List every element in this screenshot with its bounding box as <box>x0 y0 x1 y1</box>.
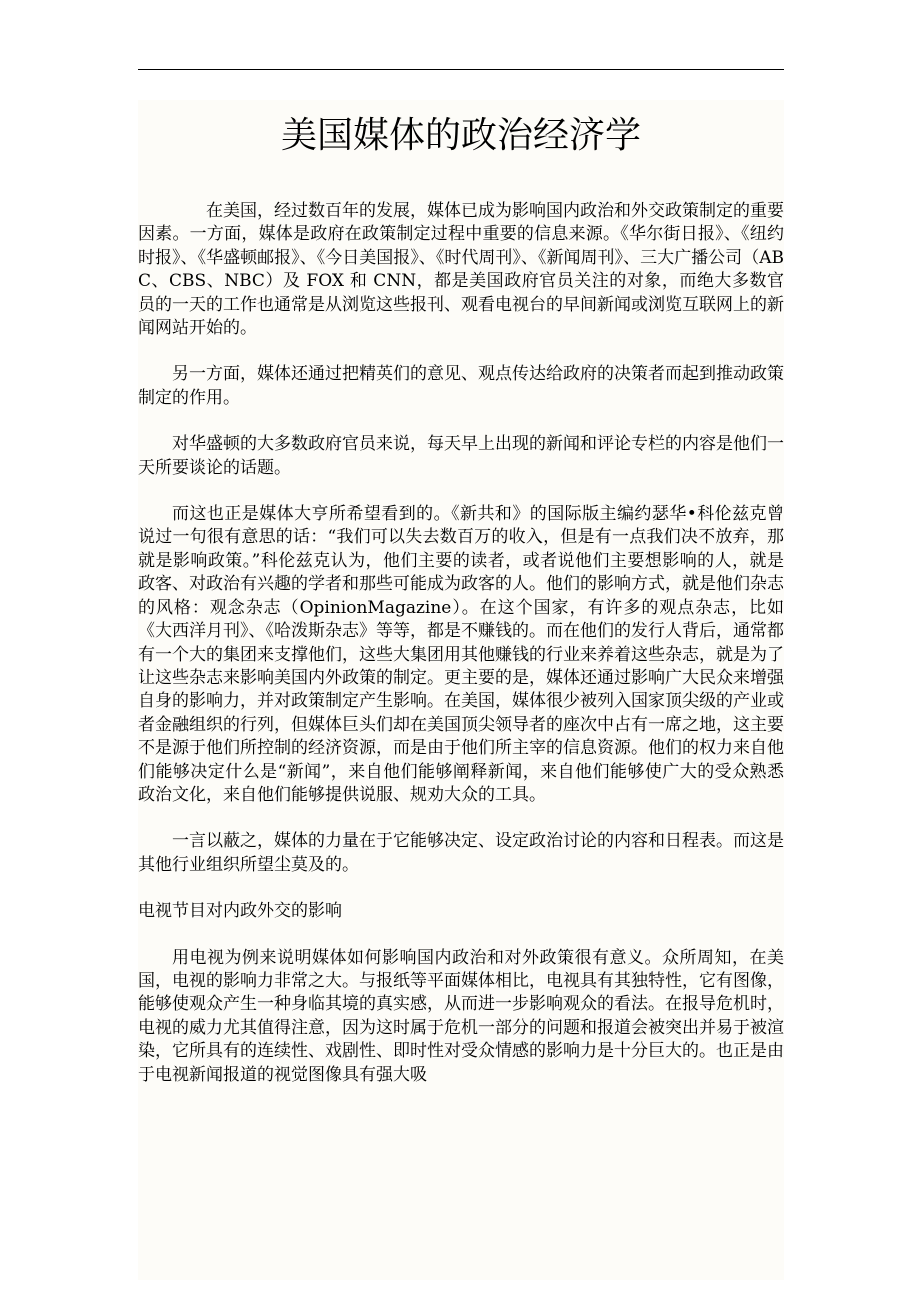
document-title: 美国媒体的政治经济学 <box>280 115 641 156</box>
paragraph: 在美国，经过数百年的发展，媒体已成为影响国内政治和外交政策制定的重要因素。一方面，媒体是政府在政策制定过程中重要的信息来源。《华尔街日报》、《纽约时报》、《华盛顿邮报》、《今日美国报》、《时代周刊》、《新闻周刊》、三大广播公司（ABC、CBS、NBC）及 FOX 和 CNN，都是美国政府官员关注的对象，而绝大多数官员的一天的工作也通常是从浏览这些报刊、观看电视台的早间新闻或浏览互联网上的新闻网站开始的。 <box>138 201 784 339</box>
paragraph: 另一方面，媒体还通过把精英们的意见、观点传达给政府的决策者而起到推动政策制定的作用。 <box>138 364 784 408</box>
paragraph: 而这也正是媒体大亨所希望看到的。《新共和》的国际版主编约瑟华•科伦兹克曾说过一句很有意思的话：“我们可以失去数百万的收入，但是有一点我们决不放弃，那就是影响政策。”科伦兹克认为，他们主要的读者，或者说他们主要想影响的人，就是政客、对政治有兴趣的学者和那些可能成为政客的人。他们的影响方式，就是他们杂志的风格：观念杂志（OpinionMagazine）。在这个国家，有许多的观点杂志，比如《大西洋月刊》、《哈泼斯杂志》等等，都是不赚钱的。而在他们的发行人背后，通常都有一个大的集团来支撑他们，这些大集团用其他赚钱的行业来养着这些杂志，就是为了让这些杂志来影响美国内外政策的制定。更主要的是，媒体还通过影响广大民众来增强自身的影响力，并对政策制定产生影响。在美国，媒体很少被列入国家顶尖级的产业或者金融组织的行列，但媒体巨头们却在美国顶尖领导者的座次中占有一席之地，这主要不是源于他们所控制的经济资源，而是由于他们所主宰的信息资源。他们的权力来自他们能够决定什么是“新闻”，来自他们能够阐释新闻，来自他们能够使广大的受众熟悉政治文化，来自他们能够提供说服、规劝大众的工具。 <box>138 504 784 805</box>
paragraph: 对华盛顿的大多数政府官员来说，每天早上出现的新闻和评论专栏的内容是他们一天所要谈论的话题。 <box>138 434 784 478</box>
section-heading: 电视节目对内政外交的影响 <box>138 901 342 922</box>
header-rule <box>138 69 784 70</box>
paragraph: 用电视为例来说明媒体如何影响国内政治和对外政策很有意义。众所周知，在美国，电视的影响力非常之大。与报纸等平面媒体相比，电视具有其独特性，它有图像，能够使观众产生一种身临其境的真实感，从而进一步影响观众的看法。在报导危机时，电视的威力尤其值得注意，因为这时属于危机一部分的问题和报道会被突出并易于被渲染，它所具有的连续性、戏剧性、即时性对受众情感的影响力是十分巨大的。也正是由于电视新闻报道的视觉图像具有强大吸 <box>138 947 784 1085</box>
document-body <box>138 200 784 1110</box>
paragraph: 一言以蔽之，媒体的力量在于它能够决定、设定政治讨论的内容和日程表。而这是其他行业组织所望尘莫及的。 <box>138 831 784 875</box>
